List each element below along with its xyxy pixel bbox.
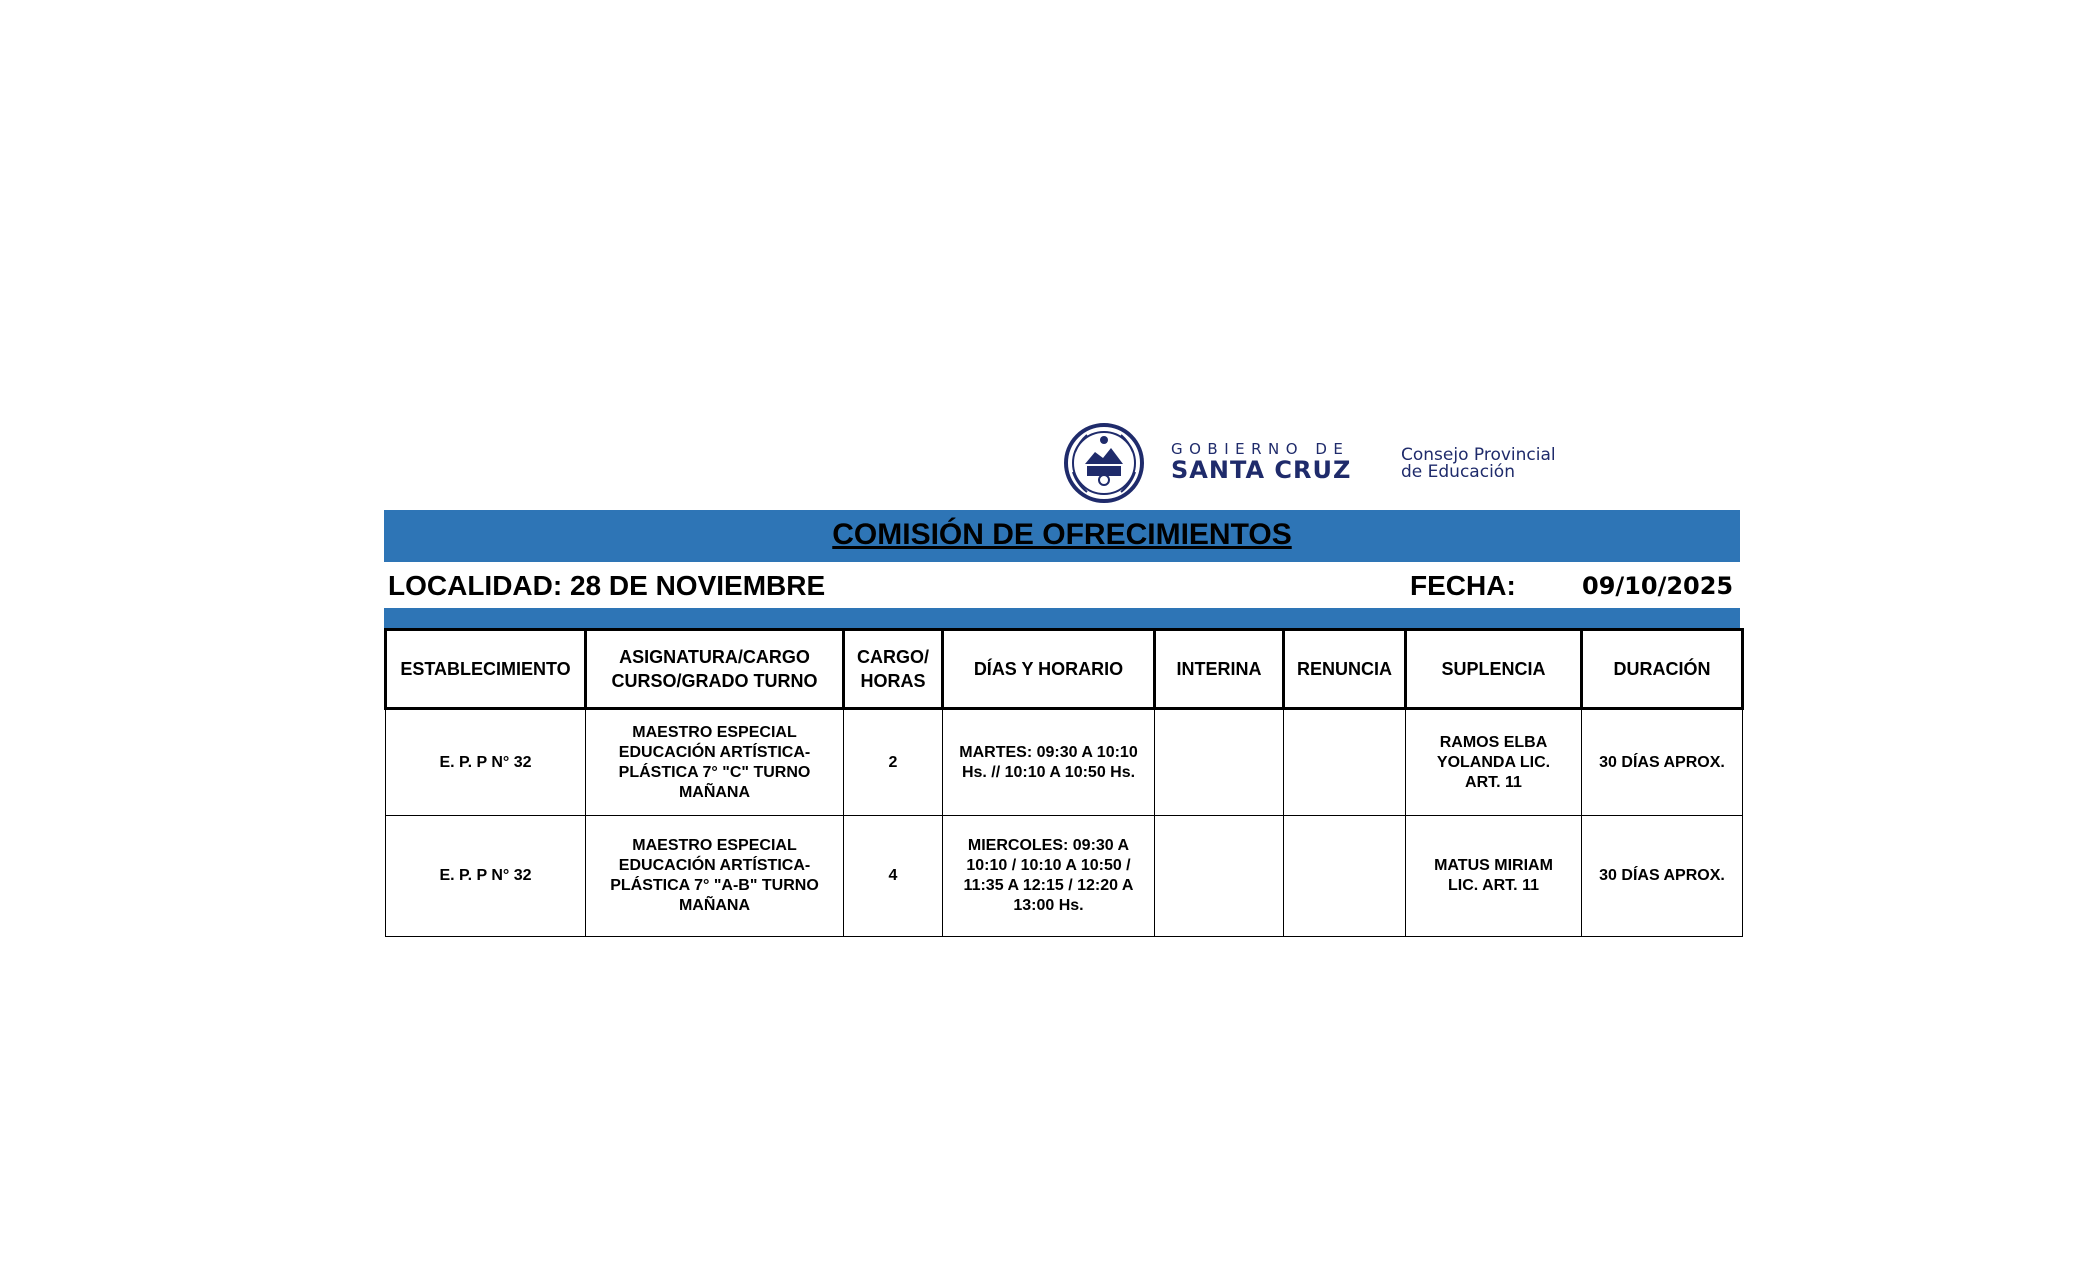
cell-suplencia: MATUS MIRIAM LIC. ART. 11 xyxy=(1406,816,1582,937)
page-title: COMISIÓN DE OFRECIMIENTOS xyxy=(832,518,1292,551)
santa-cruz-seal-icon xyxy=(1063,422,1145,504)
cell-suplencia: RAMOS ELBA YOLANDA LIC. ART. 11 xyxy=(1406,709,1582,816)
table-row xyxy=(386,709,1743,816)
header-asignatura: ASIGNATURA/CARGO CURSO/GRADO TURNO xyxy=(586,630,844,709)
cell-duracion: 30 DÍAS APROX. xyxy=(1582,816,1743,937)
table-header-row xyxy=(386,630,1743,709)
consejo-line2: de Educación xyxy=(1401,462,1515,482)
cell-duracion: 30 DÍAS APROX. xyxy=(1582,709,1743,816)
header-interina: INTERINA xyxy=(1155,630,1284,709)
consejo-line1: Consejo Provincial xyxy=(1401,445,1556,465)
cell-asignatura: MAESTRO ESPECIAL EDUCACIÓN ARTÍSTICA- PLÁSTICA 7° "C" TURNO MAÑANA xyxy=(586,709,844,816)
header-establecimiento: ESTABLECIMIENTO xyxy=(386,630,586,709)
gov-line1: GOBIERNO DE xyxy=(1171,440,1350,458)
offers-table xyxy=(384,628,1744,937)
cell-interina xyxy=(1155,709,1284,816)
cell-renuncia xyxy=(1284,709,1406,816)
cell-establecimiento: E. P. P N° 32 xyxy=(386,816,586,937)
gov-line2: SANTA CRUZ xyxy=(1171,456,1352,484)
header-dias-horario: DÍAS Y HORARIO xyxy=(943,630,1155,709)
header-logo xyxy=(1063,422,1603,504)
fecha-value: 09/10/2025 xyxy=(1582,572,1734,600)
header-renuncia: RENUNCIA xyxy=(1284,630,1406,709)
header-suplencia: SUPLENCIA xyxy=(1406,630,1582,709)
cell-cargo-horas: 4 xyxy=(844,816,943,937)
cell-establecimiento: E. P. P N° 32 xyxy=(386,709,586,816)
table-row xyxy=(386,816,1743,937)
cell-cargo-horas: 2 xyxy=(844,709,943,816)
title-band xyxy=(384,510,1740,562)
info-row xyxy=(384,562,1740,608)
cell-renuncia xyxy=(1284,816,1406,937)
cell-interina xyxy=(1155,816,1284,937)
fecha-label: FECHA: xyxy=(1410,570,1516,601)
cell-asignatura: MAESTRO ESPECIAL EDUCACIÓN ARTÍSTICA- PLÁSTICA 7° "A-B" TURNO MAÑANA xyxy=(586,816,844,937)
cell-dias-horario: MIERCOLES: 09:30 A 10:10 / 10:10 A 10:50 / 11:35 A 12:15 / 12:20 A 13:00 Hs. xyxy=(943,816,1155,937)
header-cargo-horas: CARGO/ HORAS xyxy=(844,630,943,709)
localidad: LOCALIDAD: 28 DE NOVIEMBRE xyxy=(388,570,826,601)
header-duracion: DURACIÓN xyxy=(1582,630,1743,709)
cell-dias-horario: MARTES: 09:30 A 10:10 Hs. // 10:10 A 10:50 Hs. xyxy=(943,709,1155,816)
divider-band xyxy=(384,608,1740,628)
